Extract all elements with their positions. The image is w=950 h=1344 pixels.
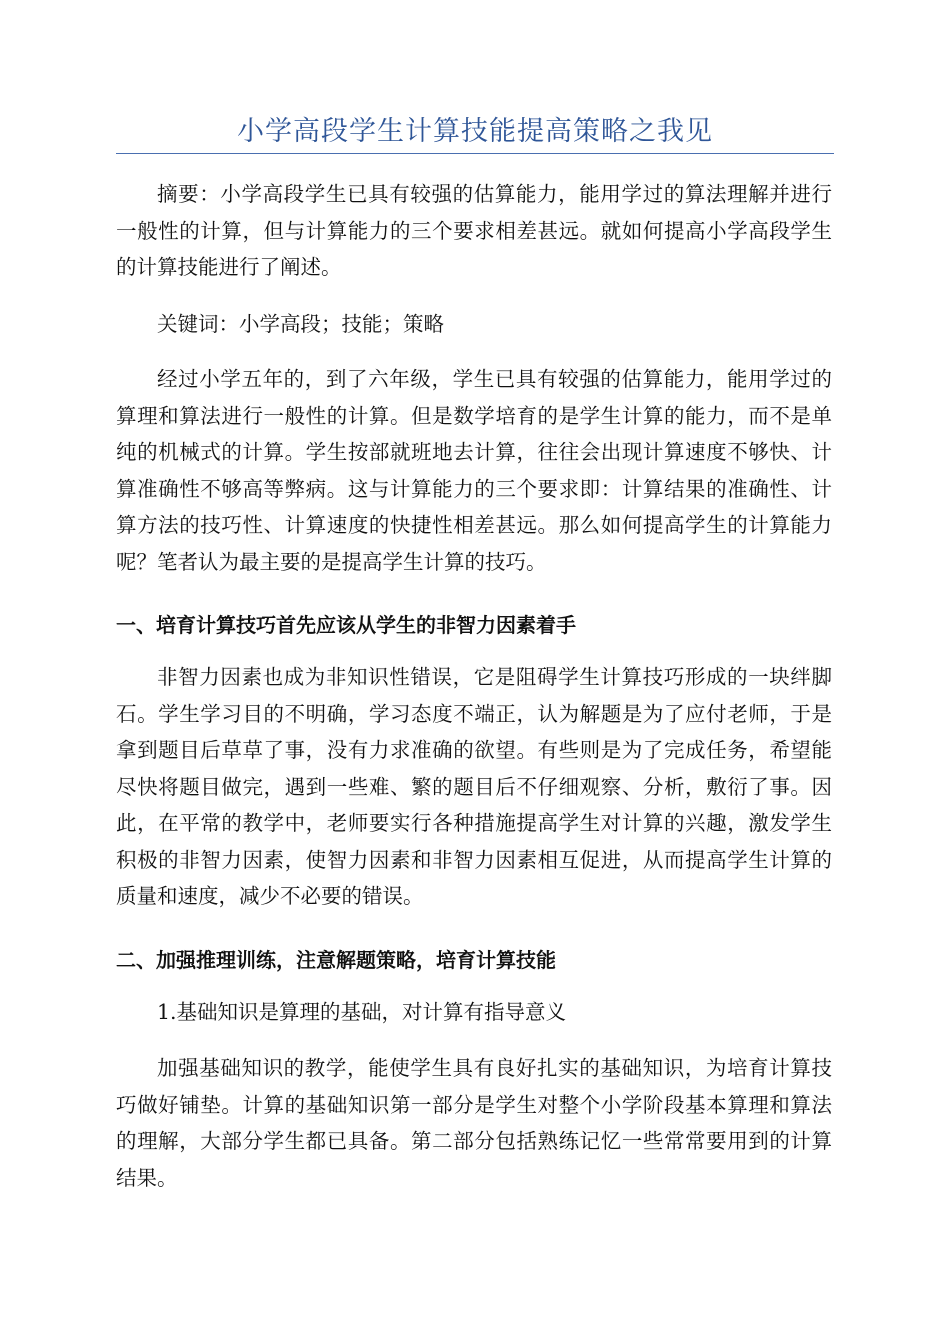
keywords-line: 关键词：小学高段；技能；策略 — [157, 312, 444, 336]
title-underline — [116, 153, 834, 154]
abstract-paragraph: 摘要：小学高段学生已具有较强的估算能力，能用学过的算法理解并进行一般性的计算，但与计算能力的三个要求相差甚远。就如何提高小学高段学生的计算技能进行了阐述。 — [116, 182, 832, 279]
intro-paragraph: 经过小学五年的，到了六年级，学生已具有较强的估算能力，能用学过的算理和算法进行一般性的计算。但是数学培育的是学生计算的能力，而不是单纯的机械式的计算。学生按部就班地去计算，往往会出现计算速度不够快、计算准确性不够高等弊病。这与计算能力的三个要求即：计算结果的准确性、计算方法的技巧性、计算速度的快捷性相差甚远。那么如何提高学生的计算能力呢？笔者认为最主要的是提高学生计算的技巧。 — [116, 367, 832, 574]
section-2-subheading: 1.基础知识是算理的基础，对计算有指导意义 — [157, 1000, 567, 1024]
section-1-paragraph: 非智力因素也成为非知识性错误，它是阻碍学生计算技巧形成的一块绊脚石。学生学习目的不明确，学习态度不端正，认为解题是为了应付老师，于是拿到题目后草草了事，没有力求准确的欲望。有些则是为了完成任务，希望能尽快将题目做完，遇到一些难、繁的题目后不仔细观察、分析，敷衍了事。因此，在平常的教学中，老师要实行各种措施提高学生对计算的兴趣，激发学生积极的非智力因素，使智力因素和非智力因素相互促进，从而提高学生计算的质量和速度，减少不必要的错误。 — [116, 665, 832, 908]
document-title: 小学高段学生计算技能提高策略之我见 — [237, 116, 713, 147]
section-2-paragraph: 加强基础知识的教学，能使学生具有良好扎实的基础知识，为培育计算技巧做好铺垫。计算的基础知识第一部分是学生对整个小学阶段基本算理和算法的理解，大部分学生都已具备。第二部分包括熟练记忆一些常常要用到的计算结果。 — [116, 1056, 832, 1190]
section-1-heading: 一、培育计算技巧首先应该从学生的非智力因素着手 — [116, 613, 576, 637]
section-2-heading: 二、加强推理训练，注意解题策略，培育计算技能 — [116, 948, 556, 972]
